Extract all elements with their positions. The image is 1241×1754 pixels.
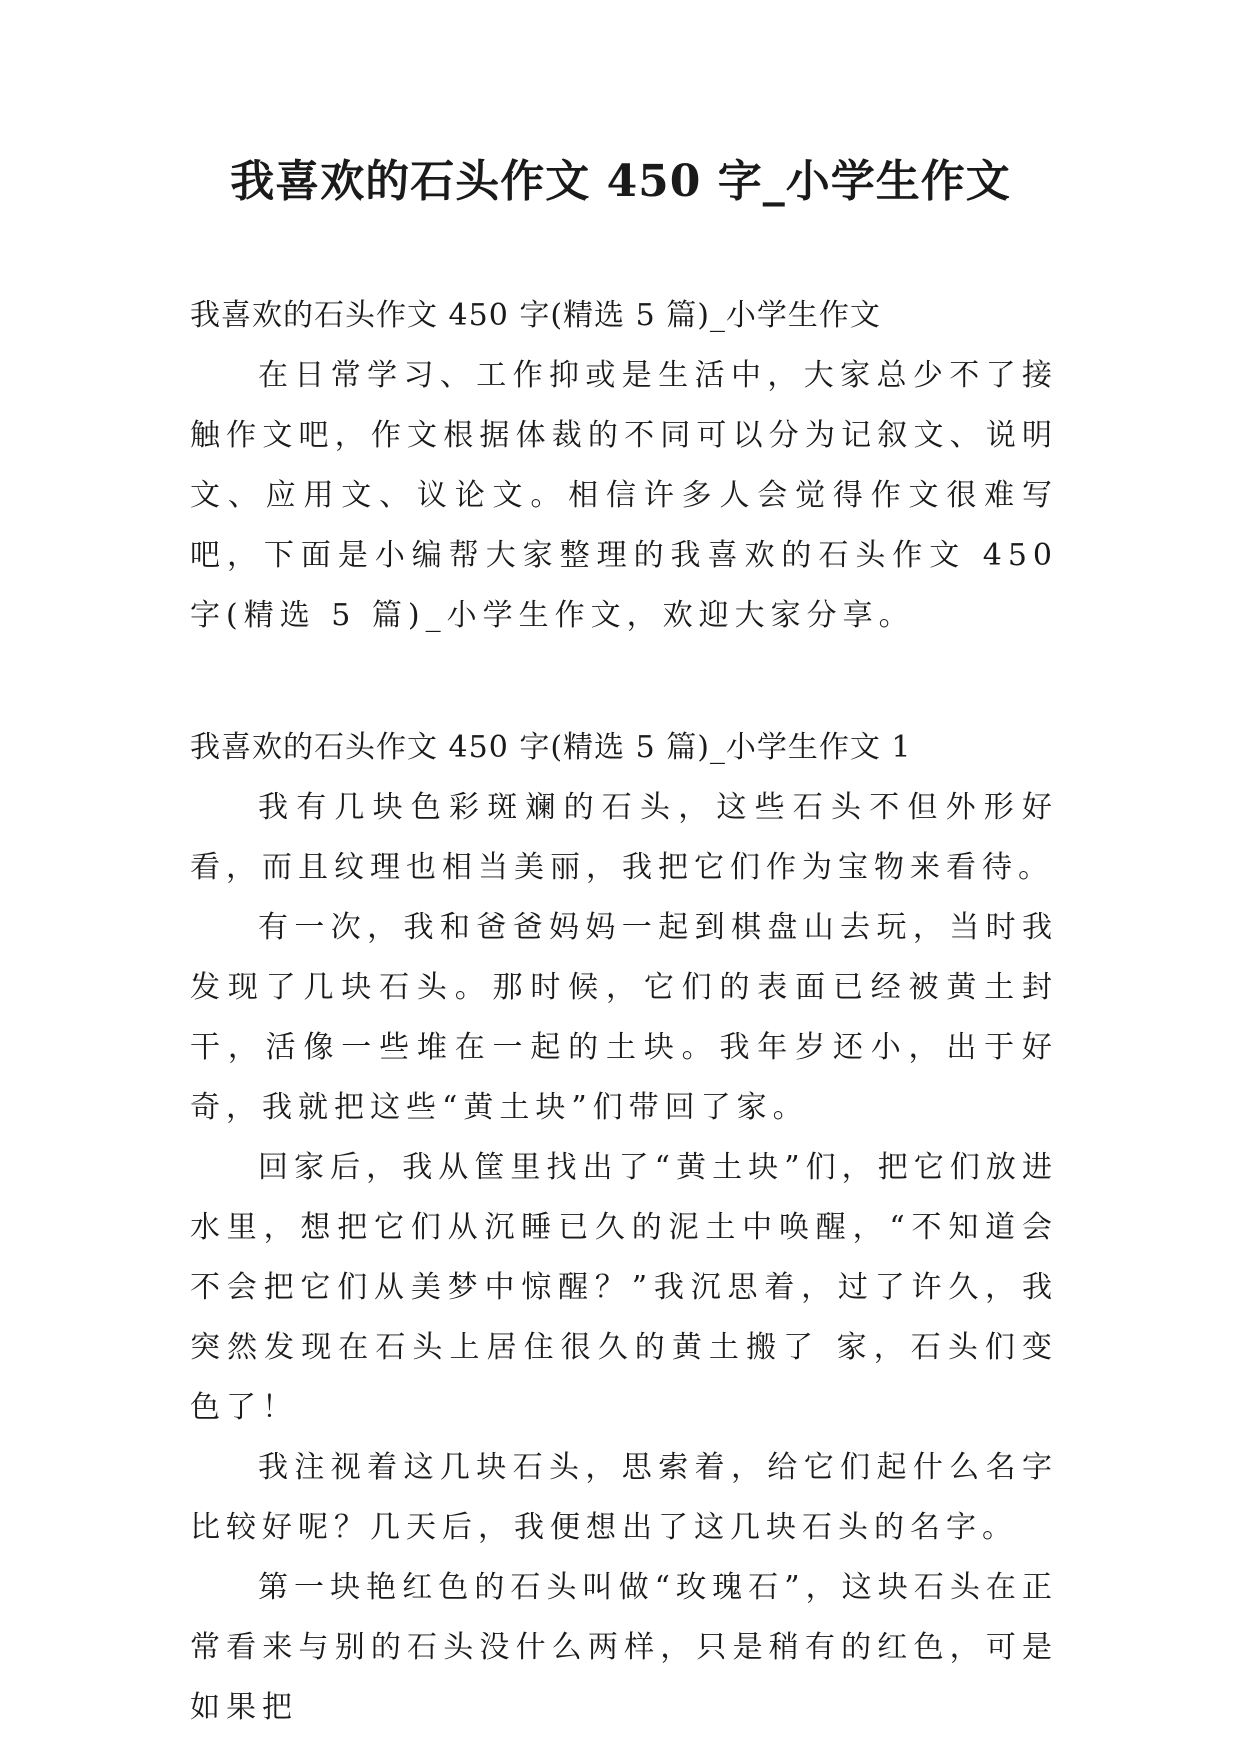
essay-1-paragraph: 有一次，我和爸爸妈妈一起到棋盘山去玩，当时我发现了几块石头。那时候，它们的表面已经被黄土封干，活像一些堆在一起的土块。我年岁还小，出于好奇，我就把这些“黄土块”们带回了家。 (190, 910, 1058, 1125)
essay-1-paragraph: 回家后，我从筐里找出了“黄土块”们，把它们放进水里，想把它们从沉睡已久的泥土中唤醒，“不知道会不会把它们从美梦中惊醒？”我沉思着，过了许久，我突然发现在石头上居住很久的黄土搬了 家，石头们变色了！ (190, 1150, 1058, 1425)
essay-1-heading: 我喜欢的石头作文 450 字(精选 5 篇)_小学生作文 1 (190, 730, 912, 765)
intro-paragraph: 在日常学习、工作抑或是生活中，大家总少不了接触作文吧，作文根据体裁的不同可以分为记叙文、说明文、应用文、议论文。相信许多人会觉得作文很难写吧，下面是小编帮大家整理的我喜欢的石头作文 450 字(精选 5 篇)_小学生作文，欢迎大家分享。 (190, 358, 1058, 633)
essay-1-paragraph: 我注视着这几块石头，思索着，给它们起什么名字比较好呢？几天后，我便想出了这几块石头的名字。 (190, 1450, 1058, 1545)
section-gap (190, 646, 1058, 718)
document-title: 我喜欢的石头作文 450 字_小学生作文 (230, 156, 1011, 207)
document-body (190, 286, 1058, 1738)
essay-1-paragraph: 第一块艳红色的石头叫做“玫瑰石”，这块石头在正常看来与别的石头没什么两样，只是稍有的红色，可是如果把 (190, 1570, 1058, 1725)
intro-heading: 我喜欢的石头作文 450 字(精选 5 篇)_小学生作文 (190, 298, 881, 333)
essay-1-paragraph: 我有几块色彩斑斓的石头，这些石头不但外形好看，而且纹理也相当美丽，我把它们作为宝物来看待。 (190, 790, 1058, 885)
